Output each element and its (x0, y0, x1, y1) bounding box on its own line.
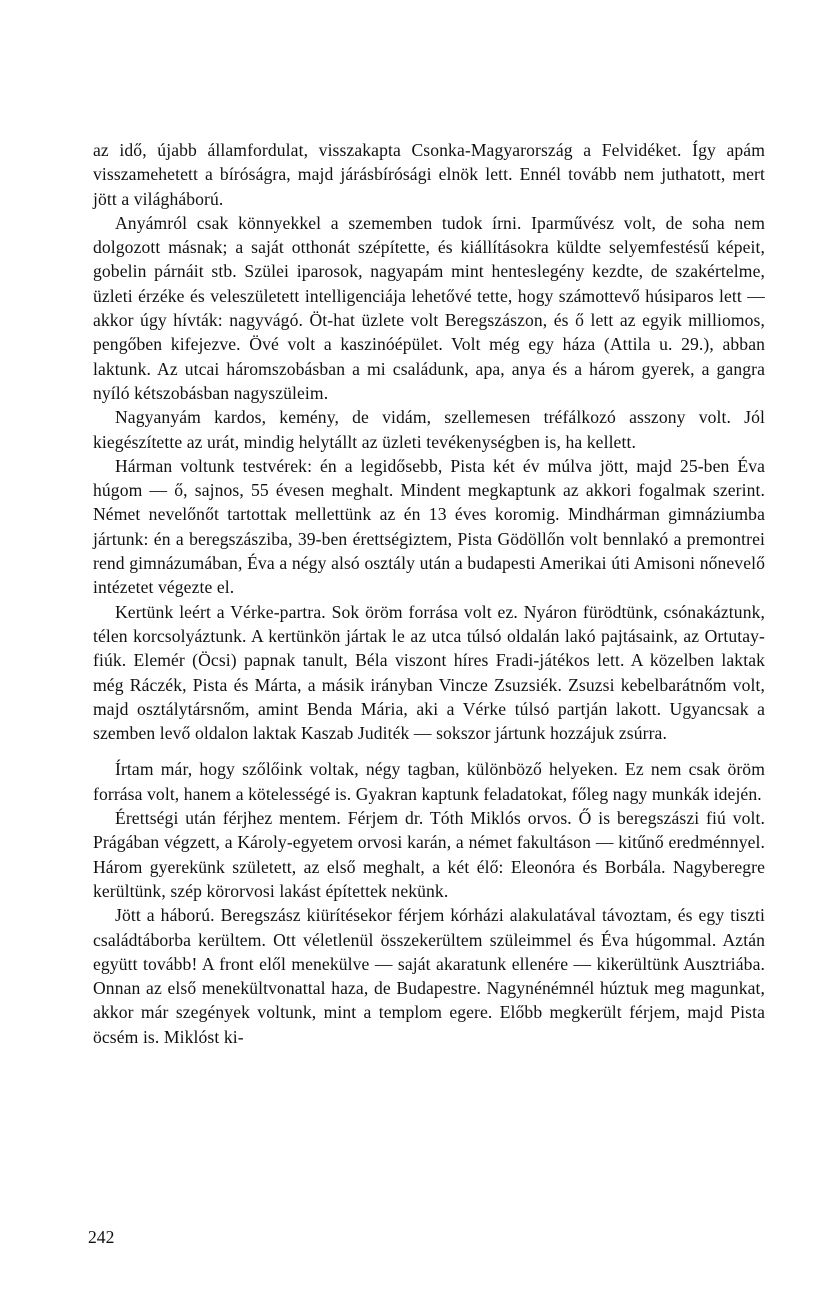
paragraph-8: Jött a háború. Beregszász kiürítésekor férjem kórházi alakulatával távoztam, és egy tiszti családtáborba kerültem. Ott véletlenül összekerültem szüleimmel és Éva húgommal. Aztán együtt tovább! A front elől menekülve — saját akaratunk ellenére — kikerültünk Ausztriába. Onnan az első menekültvonattal haza, de Budapestre. Nagynénémnél húztuk meg magunkat, akkor már szegények voltunk, mint a templom egere. Előbb megkerült férjem, majd Pista öcsém is. Miklóst ki- (93, 905, 765, 1047)
paragraph-3: Nagyanyám kardos, kemény, de vidám, szellemesen tréfálkozó asszony volt. Jól kiegészítette az urát, mindig helytállt az üzleti tevékenységben is, ha kellett. (93, 407, 765, 452)
paragraph-1: az idő, újabb államfordulat, visszakapta Csonka-Magyarország a Felvidéket. Így apám visszamehetett a bíróságra, majd járásbírósági elnök lett. Ennél tovább nem juthatott, mert jött a világháború. (93, 140, 765, 209)
paragraph-4: Hárman voltunk testvérek: én a legidősebb, Pista két év múlva jött, majd 25-ben Éva húgom — ő, sajnos, 55 évesen meghalt. Mindent megkaptunk az akkori fogalmak szerint. Német nevelőnőt tartottak mellettünk az én 13 éves koromig. Mindhárman gimnáziumba jártunk: én a beregszásziba, 39-ben érettségiztem, Pista Gödöllőn volt bennlakó a premontrei rend gimnázumában, Éva a négy alsó osztály után a budapesti Amerikai úti Amisoni nőnevelő intézetet végezte el. (93, 455, 765, 598)
page-number: 242 (88, 1227, 115, 1247)
body-text (93, 138, 765, 1049)
paragraph-5: Kertünk leért a Vérke-partra. Sok öröm forrása volt ez. Nyáron fürödtünk, csónakáztunk, télen korcsolyáztunk. A kertünkön jártak le az utca túlsó oldalán lakó pajtásaink, az Ortutay-fiúk. Elemér (Öcsi) papnak tanult, Béla viszont híres Fradi-játékos lett. A közelben laktak még Ráczék, Pista és Márta, a másik irányban Vincze Zsuzsiék. Zsuzsi kebelbarátnőm volt, majd osztálytársnőm, amint Benda Mária, aki a Vérke túlsó partján lakott. Ugyancsak a szemben levő oldalon laktak Kaszab Juditék — sokszor jártunk hozzájuk zsúrra. (93, 601, 765, 744)
paragraph-2: Anyámról csak könnyekkel a szememben tudok írni. Iparművész volt, de soha nem dolgozott másnak; a saját otthonát szépítette, és kiállításokra küldte selyemfestésű képeit, gobelin párnáit stb. Szülei iparosok, nagyapám mint henteslegény kezdte, de szakértelme, üzleti érzéke és veleszületett intelligenciája lehetővé tette, hogy számottevő húsiparos lett — akkor úgy hívták: nagyvágó. Öt-hat üzlete volt Beregszászon, és ő lett az egyik milliomos, pengőben kifejezve. Övé volt a kaszinóépület. Volt még egy háza (Attila u. 29.), abban laktunk. Az utcai háromszobásban a mi családunk, apa, anya és a három gyerek, a gangra nyíló kétszobásban nagyszüleim. (93, 212, 765, 403)
section-gap (93, 745, 765, 757)
paragraph-7: Érettségi után férjhez mentem. Férjem dr. Tóth Miklós orvos. Ő is beregszászi fiú volt. Prágában végzett, a Károly-egyetem orvosi karán, a német fakultáson — kitűnő eredménnyel. Három gyerekünk született, az első meghalt, a két élő: Eleonóra és Borbála. Nagyberegre kerültünk, szép körorvosi lakást építettek nekünk. (93, 808, 765, 901)
paragraph-6: Írtam már, hogy szőlőink voltak, négy tagban, különböző helyeken. Ez nem csak öröm forrása volt, hanem a kötelességé is. Gyakran kaptunk feladatokat, főleg nagy munkák idején. (93, 759, 765, 804)
